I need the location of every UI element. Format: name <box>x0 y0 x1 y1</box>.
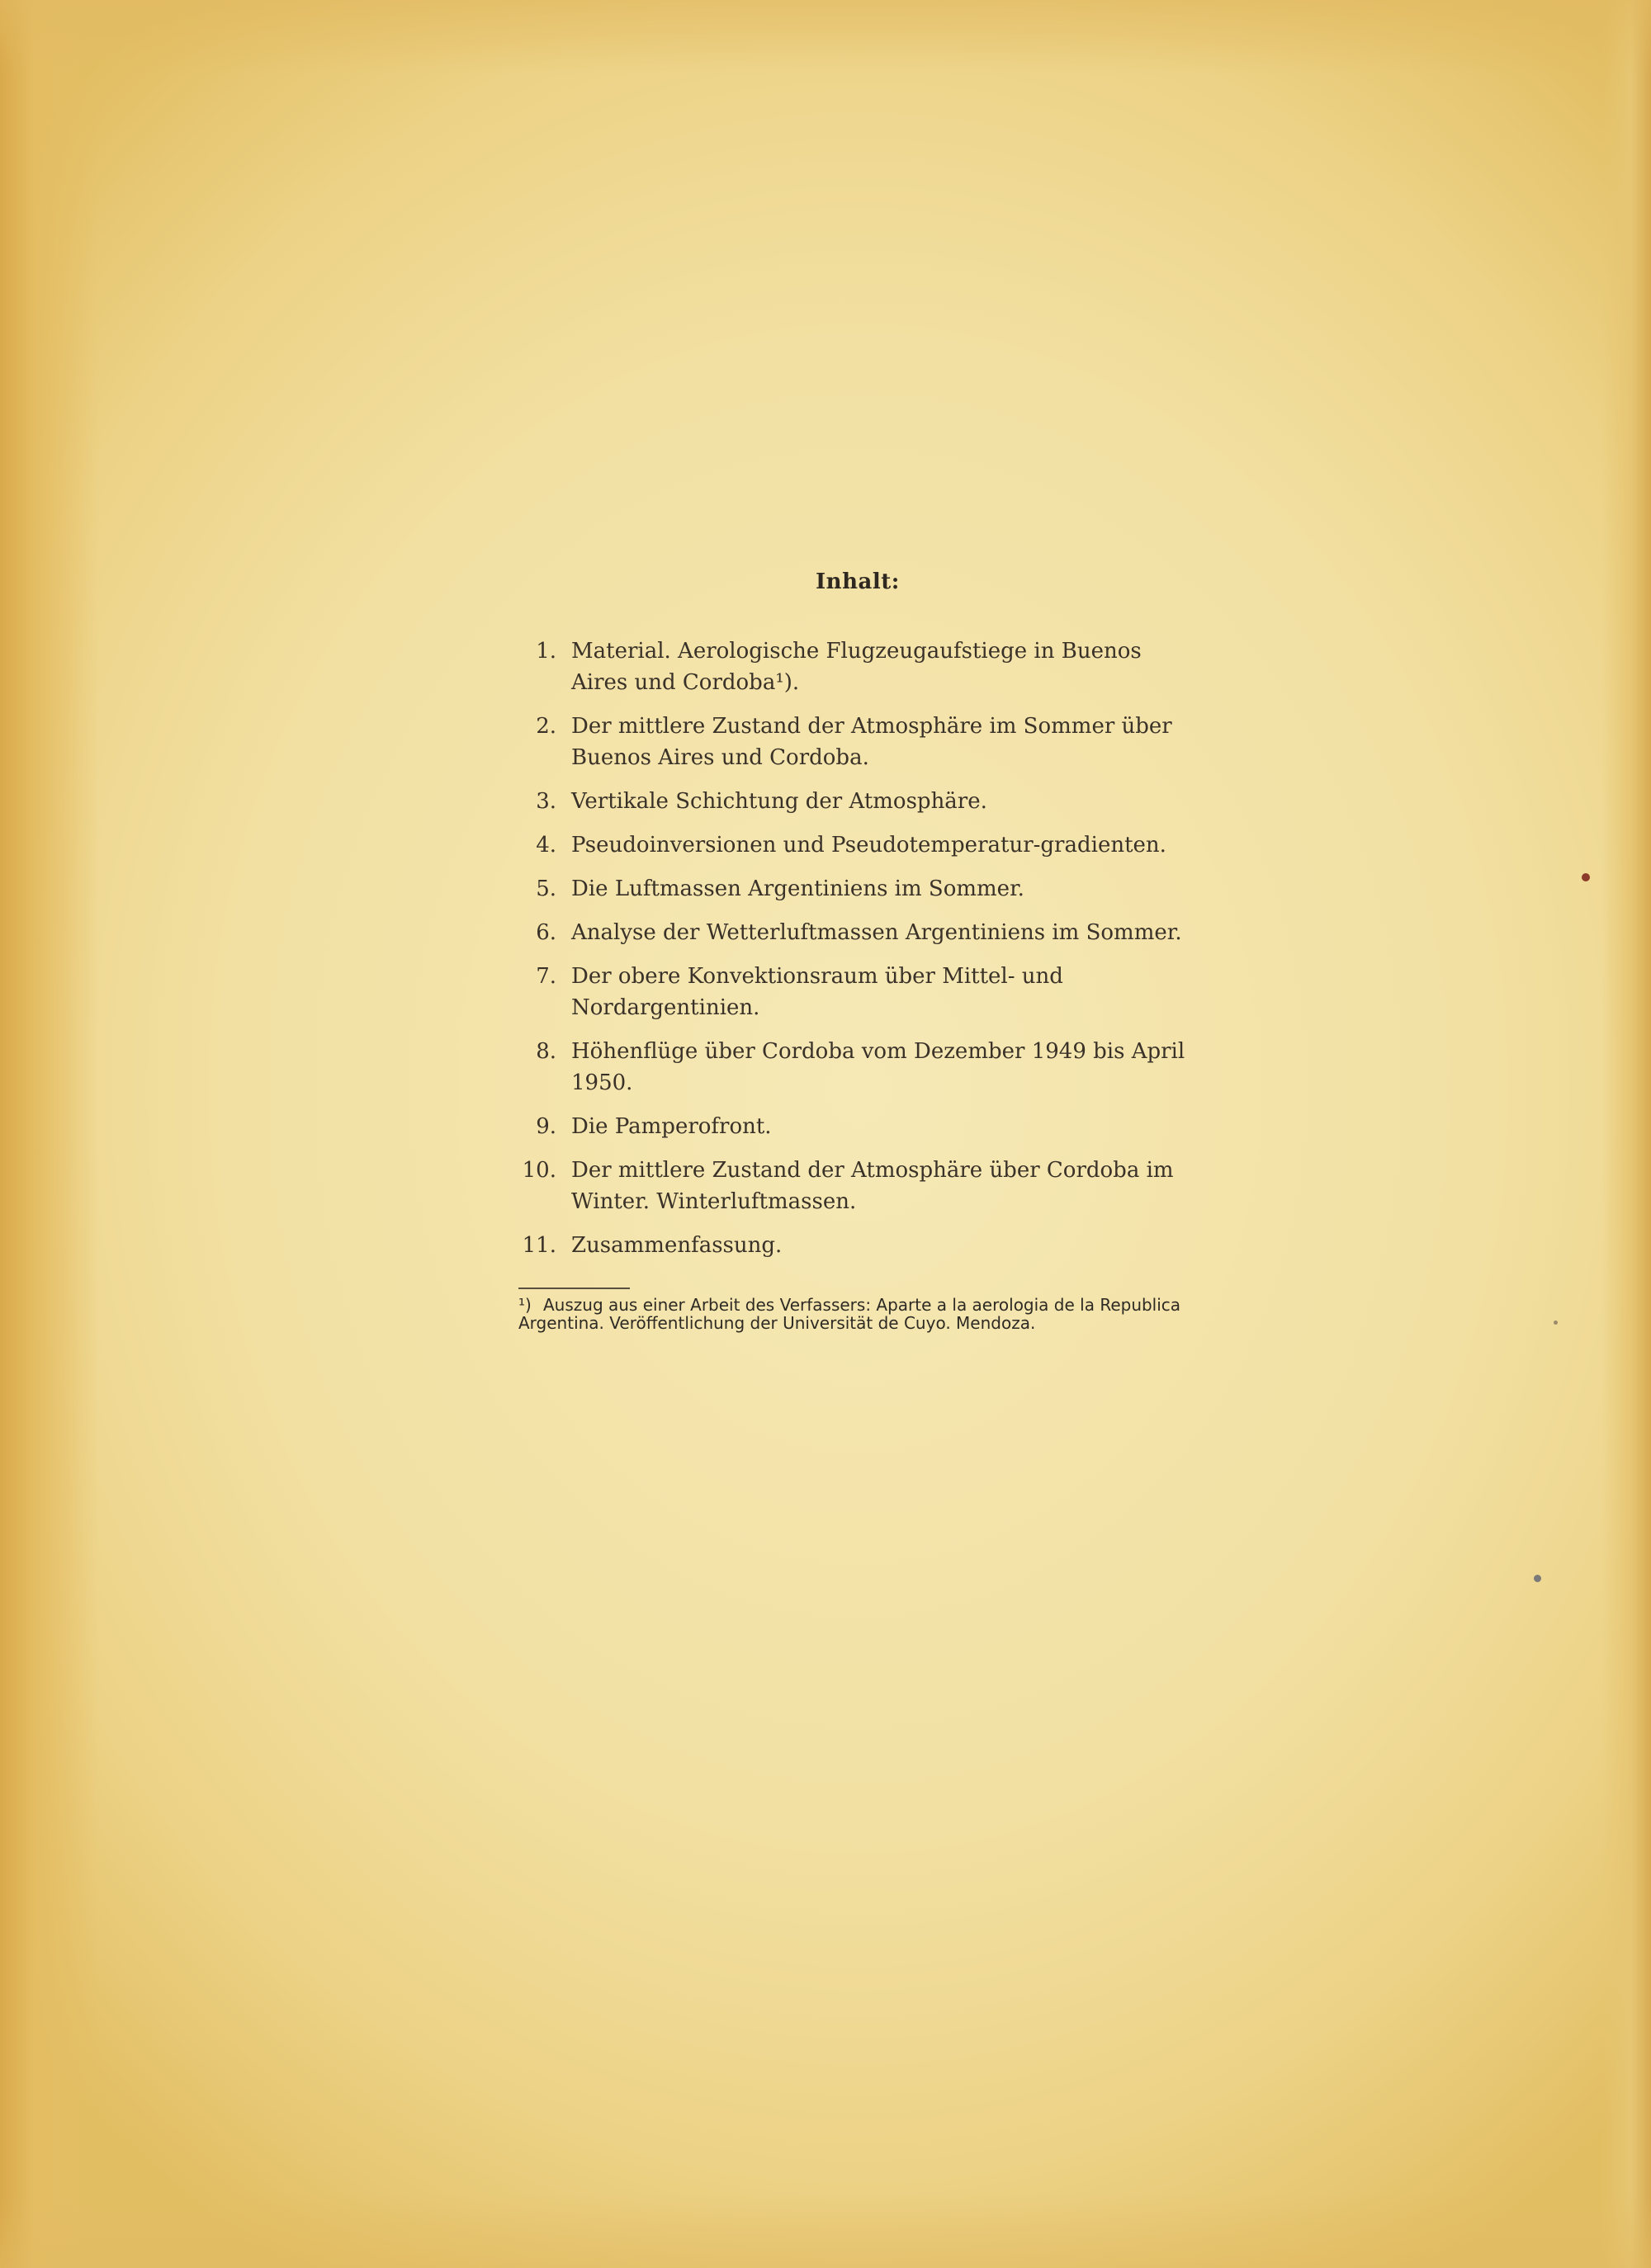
toc-item-text: Die Pamperofront. <box>571 1114 772 1139</box>
toc-item <box>518 1230 1204 1261</box>
toc-item-number: 4. <box>536 833 556 858</box>
toc-item-text: Höhenflüge über Cordoba vom Dezember 1949 bis April 1950. <box>571 1039 1185 1095</box>
toc-item-text: Material. Aerologische Flugzeugaufstiege in Buenos Aires und Cordoba¹). <box>571 639 1142 695</box>
footnote-marker: ¹) <box>518 1295 532 1315</box>
page-edge-shadow-bottom <box>0 2194 1651 2268</box>
toc-item-number: 2. <box>536 714 556 739</box>
toc-item-number: 6. <box>536 920 556 945</box>
paper-spot <box>1582 873 1590 881</box>
toc-item-number: 9. <box>536 1114 556 1139</box>
page-edge-shadow-top <box>0 0 1651 74</box>
toc-item <box>518 1111 1204 1142</box>
toc-item-number: 10. <box>522 1158 556 1183</box>
toc-item-text: Zusammenfassung. <box>571 1233 783 1258</box>
toc-item <box>518 711 1204 773</box>
toc-item-text: Der mittlere Zustand der Atmosphäre über Cordoba im Winter. Winterluftmassen. <box>571 1158 1174 1214</box>
toc-item-text: Der mittlere Zustand der Atmosphäre im Sommer über Buenos Aires und Cordoba. <box>571 714 1172 770</box>
toc-item <box>518 961 1204 1023</box>
footnote-divider <box>518 1288 630 1289</box>
footnote <box>518 1296 1212 1332</box>
toc-item-number: 1. <box>536 639 556 664</box>
paper-spot <box>1554 1321 1558 1325</box>
toc-item-number: 5. <box>536 876 556 901</box>
toc-item-text: Der obere Konvektionsraum über Mittel- und Nordargentinien. <box>571 964 1063 1020</box>
toc-item <box>518 1036 1204 1099</box>
toc-item <box>518 829 1204 861</box>
page-title: Inhalt: <box>816 569 900 594</box>
toc-item-text: Vertikale Schichtung der Atmosphäre. <box>571 789 987 814</box>
toc-item <box>518 786 1204 817</box>
toc-item-text: Analyse der Wetterluftmassen Argentiniens im Sommer. <box>571 920 1182 945</box>
table-of-contents <box>518 636 1204 1273</box>
toc-item <box>518 917 1204 948</box>
toc-item-text: Pseudoinversionen und Pseudotemperatur-gradienten. <box>571 833 1166 858</box>
toc-item <box>518 636 1204 698</box>
toc-item-text: Die Luftmassen Argentiniens im Sommer. <box>571 876 1024 901</box>
paper-spot <box>1534 1575 1541 1582</box>
toc-item <box>518 1155 1204 1217</box>
page-edge-shadow-right <box>1601 0 1651 2268</box>
toc-item-number: 7. <box>536 964 556 989</box>
toc-item-number: 3. <box>536 789 556 814</box>
toc-item-number: 8. <box>536 1039 556 1064</box>
footnote-text: Auszug aus einer Arbeit des Verfassers: Aparte a la aerologia de la Republica Argentina. Veröffentlichung der Universität de Cuyo. Mendoza. <box>518 1295 1181 1333</box>
page-edge-shadow-left <box>0 0 99 2268</box>
toc-item <box>518 873 1204 905</box>
toc-item-number: 11. <box>522 1233 556 1258</box>
